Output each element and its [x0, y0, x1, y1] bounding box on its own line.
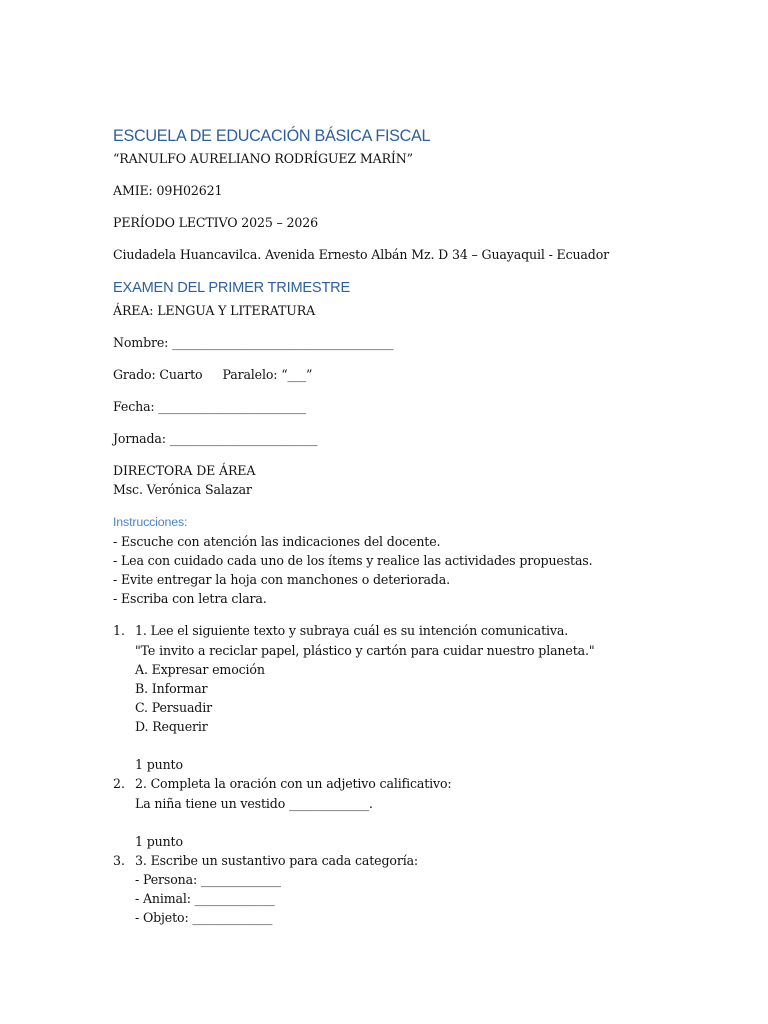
instruction-item: - Lea con cuidado cada uno de los ítems y realice las actividades propuestas. — [113, 553, 593, 568]
question-prompt: 1. Lee el siguiente texto y subraya cuál es su intención comunicativa. — [135, 623, 569, 638]
instructions-heading: Instrucciones: — [113, 515, 188, 529]
student-name-field: Nombre: ____________________________________ — [113, 335, 394, 350]
grade-label: Grado: Cuarto — [113, 367, 203, 382]
question-prompt: 3. Escribe un sustantivo para cada categoría: — [135, 853, 419, 868]
question-text: La niña tiene un vestido _____________. — [135, 796, 373, 811]
instruction-item: - Escuche con atención las indicaciones del docente. — [113, 534, 441, 549]
shift-field: Jornada: ________________________ — [113, 431, 318, 446]
answer-option: A. Expresar emoción — [135, 662, 265, 677]
question-points: 1 punto — [135, 757, 183, 772]
answer-blank: - Persona: _____________ — [135, 872, 281, 887]
question-text: "Te invito a reciclar papel, plástico y cartón para cuidar nuestro planeta." — [135, 643, 595, 658]
school-period: PERÍODO LECTIVO 2025 – 2026 — [113, 215, 318, 230]
answer-option: D. Requerir — [135, 719, 208, 734]
question-points: 1 punto — [135, 834, 183, 849]
question-number: 3. — [113, 853, 126, 868]
answer-blank: - Animal: _____________ — [135, 891, 275, 906]
answer-option: B. Informar — [135, 681, 208, 696]
exam-area: ÁREA: LENGUA Y LITERATURA — [113, 303, 316, 318]
director-title: DIRECTORA DE ÁREA — [113, 463, 256, 478]
director-name: Msc. Verónica Salazar — [113, 482, 252, 497]
school-heading: ESCUELA DE EDUCACIÓN BÁSICA FISCAL — [113, 127, 431, 145]
question-number: 2. — [113, 776, 126, 791]
question-number: 1. — [113, 623, 126, 638]
exam-title: EXAMEN DEL PRIMER TRIMESTRE — [113, 280, 351, 296]
school-name: “RANULFO AURELIANO RODRÍGUEZ MARÍN” — [113, 151, 413, 166]
school-address: Ciudadela Huancavilca. Avenida Ernesto Albán Mz. D 34 – Guayaquil - Ecuador — [113, 247, 610, 262]
grade-line — [113, 367, 312, 383]
parallel-label: Paralelo: “___” — [222, 367, 313, 382]
amie-code: AMIE: 09H02621 — [113, 183, 223, 198]
instruction-item: - Evite entregar la hoja con manchones o deteriorada. — [113, 572, 450, 587]
instruction-item: - Escriba con letra clara. — [113, 591, 267, 606]
question-prompt: 2. Completa la oración con un adjetivo calificativo: — [135, 776, 452, 791]
date-field: Fecha: ________________________ — [113, 399, 306, 414]
answer-option: C. Persuadir — [135, 700, 212, 715]
answer-blank: - Objeto: _____________ — [135, 910, 273, 925]
